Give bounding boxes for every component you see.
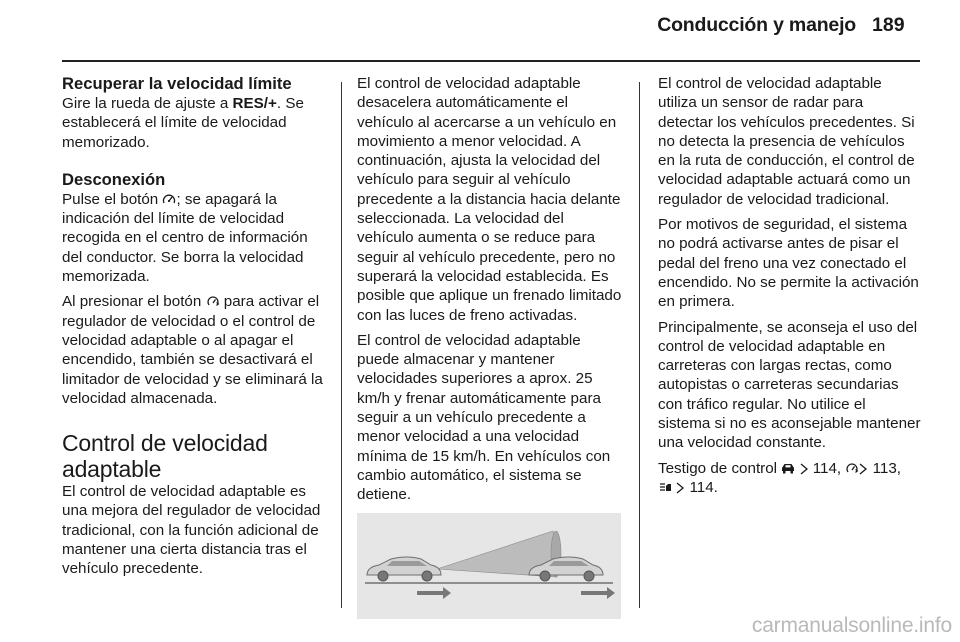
text: . Se establecerá el límite de velocidad memorizado. xyxy=(62,95,304,151)
page-ref: 113, xyxy=(868,459,902,477)
res-plus-label: RES/+ xyxy=(232,95,277,112)
paragraph-disconnect-2 xyxy=(62,292,328,408)
column-divider-2 xyxy=(639,82,640,608)
paragraph-safety: Por motivos de seguridad, el sistema no podrá activarse antes de pisar el pedal del freno una vez conectado el encendido. No se permite la activación en primera. xyxy=(658,216,919,311)
cruise-control-icon xyxy=(845,461,859,475)
text: Gire la rueda de ajuste a xyxy=(62,95,233,112)
text: Pulse el botón xyxy=(62,190,163,208)
page-number: 189 xyxy=(872,14,905,36)
paragraph-control-lamp xyxy=(658,459,922,498)
adaptive-cruise-indicator-icon xyxy=(658,481,672,494)
text: Al presionar el botón xyxy=(62,293,206,311)
column-3 xyxy=(658,74,922,503)
paragraph-radar-sensor: El control de velocidad adaptable utiliza un sensor de radar para detectar los vehículos precedentes. Si no detecta la presencia de vehículos en la ruta de conducción, el control de velocidad adaptable actuará como un regulador de velocidad tradicional. xyxy=(658,75,915,208)
watermark: carmanualsonline.info xyxy=(751,614,952,637)
page-ref: 114. xyxy=(685,478,718,496)
page-reference-arrow-icon xyxy=(800,463,809,475)
header-rule xyxy=(62,60,920,62)
text: Testigo de control xyxy=(658,459,782,477)
paragraph-recover-speed-limit xyxy=(62,94,328,152)
column-1 xyxy=(62,74,328,585)
paragraph-recommendation: Principalmente, se aconseja el uso del control de velocidad adaptable en carreteras con largas rectas, como autopistas o carreteras secundarias con tráfico regular. No utilice el sistema si no es aconsejable mantener una velocidad constante. xyxy=(658,318,921,452)
adaptive-cruise-diagram xyxy=(357,513,621,619)
running-header-title: Conducción y manejo xyxy=(657,14,856,36)
paragraph-adaptive-cruise-intro: El control de velocidad adaptable es una mejora del regulador de velocidad tradicional, con la función adicional de mantener una cierta distancia tras el vehículo precedente. xyxy=(62,483,321,578)
speed-limiter-gauge-icon xyxy=(162,192,176,206)
page-reference-arrow-icon xyxy=(676,482,685,494)
vehicle-ahead-icon xyxy=(781,462,795,475)
paragraph-acc-1: El control de velocidad adaptable desacelera automáticamente el vehículo al acercarse a un vehículo en movimiento a menor velocidad. A continuación, ajusta la velocidad del vehículo para seguir al vehículo precedente a la distancia hacia delante seleccionada. La velocidad del vehículo aumenta o se reduce para seguir al vehículo precedente, pero no superará la velocidad establecida. Es posible que aplique un frenado limitado con las luces de freno activadas. xyxy=(357,75,622,324)
page-ref: 114, xyxy=(808,459,846,477)
column-divider-1 xyxy=(341,82,342,608)
paragraph-acc-2: El control de velocidad adaptable puede almacenar y mantener velocidades superiores a aprox. 25 km/h y frenar automáticamente para seguir a un vehículo precedente a menor velocidad a una velocidad mínima de 15 km/h. En vehículos con cambio automático, el sistema se detiene. xyxy=(357,331,611,504)
column-2 xyxy=(357,74,623,619)
heading-recover-speed-limit: Recuperar la velocidad límite xyxy=(62,74,292,93)
heading-disconnect: Desconexión xyxy=(62,169,166,189)
adaptive-cruise-illustration xyxy=(357,513,621,619)
text: ; se apagará la indicación del límite de velocidad recogida en el centro de información del conductor. Se borra la velocidad memorizada. xyxy=(62,190,308,286)
cruise-control-icon xyxy=(206,294,220,308)
paragraph-disconnect-1 xyxy=(62,190,328,286)
text: para activar el regulador de velocidad o el control de velocidad adaptable o al apagar el encendido, también se desactivará el limitador de velocidad y se eliminará la velocidad almacenada. xyxy=(62,293,323,407)
heading-adaptive-cruise-control: Control de velocidad adaptable xyxy=(62,430,268,483)
